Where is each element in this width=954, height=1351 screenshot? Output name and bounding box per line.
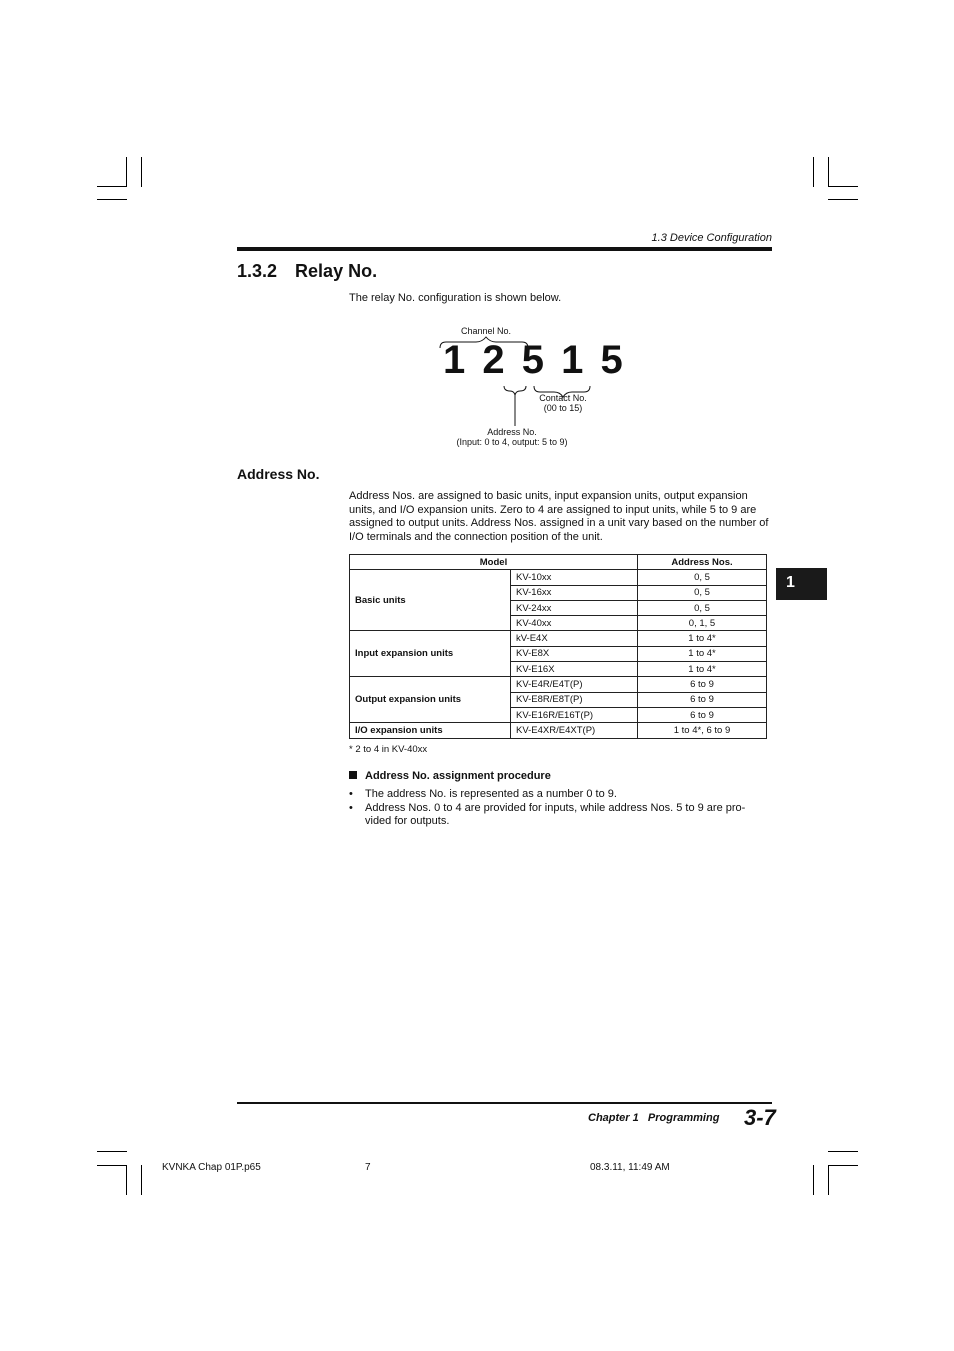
header-rule: [237, 247, 772, 251]
model-cell: KV-E16X: [511, 662, 638, 677]
running-header: 1.3 Device Configuration: [651, 232, 772, 244]
address-cell: 6 to 9: [638, 677, 767, 692]
address-cell: 0, 5: [638, 585, 767, 600]
procedure-list: [349, 788, 769, 829]
section-title: [237, 261, 377, 282]
address-paragraph: Address Nos. are assigned to basic units, input expansion units, output expansion units, and I/O expansion units. Zero to 4 are assigned to input units, while 5 to 9 are assigned to output units. Address Nos. assigned in a unit vary based on the number of I/O terminals and the connection position of the unit.: [349, 490, 769, 544]
table-row: [350, 723, 767, 738]
contact-label: Contact No. (00 to 15): [539, 393, 587, 413]
slug-timestamp: 08.3.11, 11:49 AM: [590, 1162, 670, 1173]
section-number: 1.3.2: [237, 261, 278, 281]
model-cell: KV-16xx: [511, 585, 638, 600]
page-number: 3-7: [744, 1105, 776, 1130]
model-cell: KV-10xx: [511, 570, 638, 585]
model-cell: kV-E4X: [511, 631, 638, 646]
section-title-text: Relay No.: [295, 261, 378, 281]
group-name: I/O expansion units: [350, 723, 511, 738]
footer-rule: [237, 1102, 772, 1104]
group-name: Output expansion units: [350, 677, 511, 723]
address-cell: 0, 5: [638, 600, 767, 615]
address-cell: 6 to 9: [638, 692, 767, 707]
group-name: Input expansion units: [350, 631, 511, 677]
header-model: Model: [350, 555, 638, 570]
group-name: Basic units: [350, 570, 511, 631]
slug-page: 7: [365, 1162, 371, 1173]
model-cell: KV-24xx: [511, 600, 638, 615]
slug-filename: KVNKA Chap 01P.p65: [162, 1162, 261, 1173]
relay-number-digits: 1 2 5 1 5: [443, 338, 626, 382]
table-row: [350, 570, 767, 585]
address-label: Address No. (Input: 0 to 4, output: 5 to 9): [456, 427, 568, 447]
model-cell: KV-40xx: [511, 616, 638, 631]
address-cell: 1 to 4*: [638, 662, 767, 677]
header-address: Address Nos.: [638, 555, 767, 570]
intro-text: The relay No. configuration is shown below.: [349, 292, 562, 304]
bullet-icon: •: [349, 788, 353, 800]
procedure-heading: Address No. assignment procedure: [349, 770, 551, 782]
address-heading: Address No.: [237, 466, 320, 482]
table-row: [350, 677, 767, 692]
table-header-row: [350, 555, 767, 570]
model-cell: KV-E8R/E8T(P): [511, 692, 638, 707]
model-cell: KV-E4R/E4T(P): [511, 677, 638, 692]
model-cell: KV-E4XR/E4XT(P): [511, 723, 638, 738]
model-cell: KV-E8X: [511, 646, 638, 661]
address-cell: 1 to 4*: [638, 631, 767, 646]
bullet-icon: •: [349, 801, 353, 814]
table-row: [350, 631, 767, 646]
model-cell: KV-E16R/E16T(P): [511, 707, 638, 722]
list-item: • Address Nos. 0 to 4 are provided for inputs, while address Nos. 5 to 9 are pro-vided for outputs.: [349, 801, 746, 828]
list-item: • The address No. is represented as a number 0 to 9.: [349, 788, 617, 800]
channel-label: Channel No.: [460, 326, 512, 336]
address-cell: 1 to 4*, 6 to 9: [638, 723, 767, 738]
table-footnote: * 2 to 4 in KV-40xx: [349, 744, 428, 755]
footer-chapter: Chapter 1 Programming: [588, 1112, 720, 1124]
square-bullet-icon: [349, 771, 357, 779]
address-cell: 0, 1, 5: [638, 616, 767, 631]
address-cell: 6 to 9: [638, 707, 767, 722]
address-table: [349, 554, 767, 739]
chapter-tab: 1: [776, 568, 827, 600]
address-cell: 0, 5: [638, 570, 767, 585]
address-cell: 1 to 4*: [638, 646, 767, 661]
